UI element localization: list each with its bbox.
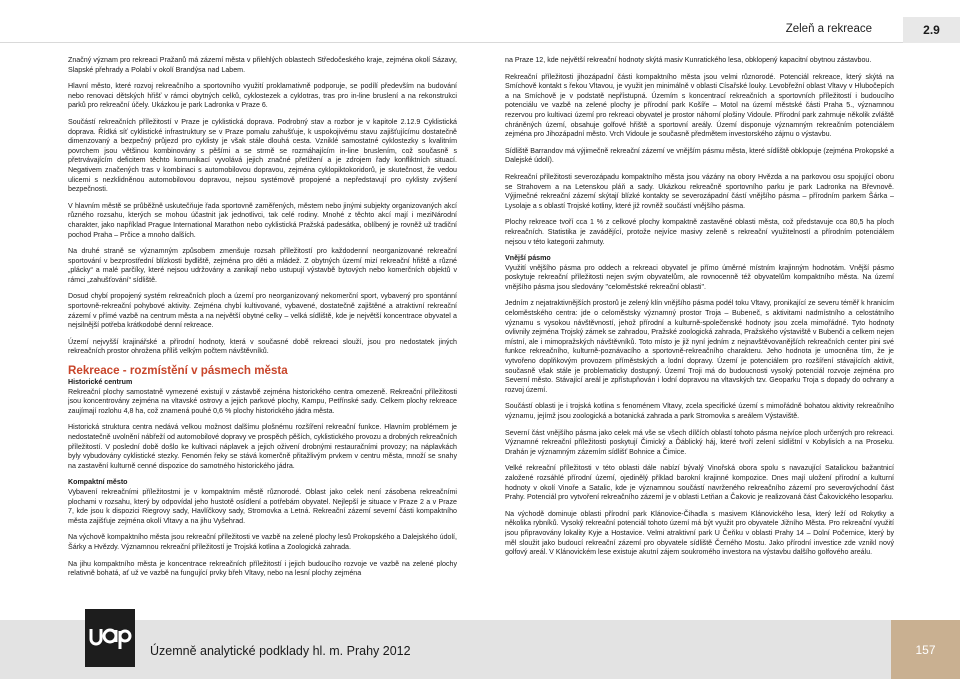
paragraph: Sídliště Barrandov má výjimečně rekreační zázemí ve vnějším pásmu města, které sídliště obklopuje (zejména Prokopské a Dalejské údolí). (505, 146, 894, 165)
paragraph: Značný význam pro rekreaci Pražanů má zázemí města v přilehlých oblastech Středočeského kraje, zejména okolí Sázavy, Slapské přehrady a Polabí v okolí Brandýsa nad Labem. (68, 56, 457, 74)
subheading: Historické centrum (68, 378, 133, 387)
subheading: Vnější pásmo (505, 254, 551, 263)
left-text-column (68, 56, 457, 624)
paragraph: Rekreační příležitosti jihozápadní části kompaktního města jsou velmi různorodé. Potenciál rekreace, který skýtá na Smíchově kontakt s řekou Vltavou, je využit jen minimálně v oblasti Císařské louky. Levobřežní oblast Vltavy v Hlubočepích a na Smíchově je v podstatě nepřístupná. Územím s koncentrací rekreačních a sportovních příležitostí i budoucího potenciálu ve vazbě na zelené plochy je přírodní park Košíře – Motol na území městské části Praha 5., významnou rezervou pro kultivaci území pro rekreaci obyvatel je prostor náhorní plošiny Vidoule. Přírodní park zahrnuje několik zvláště chráněných území, obsahuje golfové hřiště a sportovní areály. Území disponuje významným rekreačním potenciálem zejména pro Jihozápadní město. Vrch Vidoule je současně předmětem investorského zájmu o výstavbu. (505, 72, 894, 139)
page-number: 157 (891, 620, 960, 679)
paragraph: Území nejvyšší krajinářské a přírodní hodnoty, která v současné době rekreaci slouží, jsou pro nedostatek jiných rekreačních prostor ohrožena příliš velkým počtem návštěvníků. (68, 337, 457, 356)
paragraph: Na východě dominuje oblasti přírodní park Klánovice-Čihadla s masivem Klánovického lesa, který leží od Rokytky a několika rybníků. Vysoký rekreační potenciál tohoto území má být využit pro obyvatele Jižního Města. Pro rekreační využití jsou připravovány lokality Kyje a Hostavice. Velmi atraktivní park U Čeňku v oblasti Prahy 14 – Dolní Počernice, který by měl sloužit jako budoucí rekreační zázemí pro obyvatele sídliště Černého Mostu. Jako přírodní investice zde vznikl nový golfový areál. V Klánovickém lese existuje akutní zájem soukromého investora na výstavbu dalšího golfového areálu. (505, 509, 894, 557)
paragraph: Severní část vnějšího pásma jako celek má vše se všech dílčích oblastí tohoto pásma nejvíce ploch určených pro rekreaci. Významné rekreační příležitosti poskytují Čimický a Ďáblický háj, které tvoří zelení sídlištní v Kobylisích a na Proseku. Drahán je významným zázemím sídlišť Bohnice a Čimice. (505, 428, 894, 456)
paragraph: V hlavním městě se průběžně uskutečňuje řada sportovně zaměřených, městem nebo jinými subjekty organizovaných akcí různého rozsahu, kterých se mohou účastnit jak jednotlivci, tak celé rodiny. Mnohé z těchto akcí mají i meziNárodní charakter, jako například Prague International Marathon nebo cyklistická Pražská padesátka, oblíbený je rovněž už tradiční pochod Praha – Prčice a mnoho dalších. (68, 201, 457, 239)
paragraph: Součástí rekreačních příležitostí v Praze je cyklistická doprava. Podrobný stav a rozbor je v kapitole 2.12.9 Cyklistická doprava. Řídká síť cyklistické infrastruktury se v Praze pomalu zahušťuje, k uspokojivému stavu zajišťujícímu dostatečně dimenzovaný a bezpečný průjezd pro cyklisty je však stále dlouhá cesta. Vzniklé samostatné cyklostezky s kvalitním povrchem jsou většinou kombinovány s pěšími a se strmě se rozmáhajícím in-line bruslením, což současně s přetrvávajícím deficitem těchto komunikací vyvolává jejich značné přetížení a je zdrojem řady konfliktních situací. Negativem značených tras v kombinaci s automobilovou dopravou, zejména cyklopiktokoridorů, je skutečnost, že vedou ulicemi s nezklidněnou automobilovou dopravou, nejsou systémově propojené a nepředstavují pro cyklisty zvýšení bezpečnosti. (68, 117, 457, 194)
header-divider (0, 42, 903, 43)
publication-title: Územně analytické podklady hl. m. Prahy 2012 (150, 644, 411, 658)
uap-logo-icon (88, 623, 132, 653)
paragraph: na Praze 12, kde největší rekreační hodnoty skýtá masiv Kunratického lesa, obklopený kapacitní obytnou zástavbou. (505, 56, 872, 64)
subheading: Kompaktní město (68, 478, 128, 487)
paragraph: Vybavení rekreačními příležitostmi je v kompaktním městě různorodé. Oblast jako celek není zásobena rekreačními plochami v rozsahu, který by odpovídal jeho hustotě osídlení a potřebám obyvatel. Nejlepší je situace v Praze 2 a v Praze 7, kde jsou k dispozici Riegrovy sady, Havlíčkovy sady, Stromovka a Letná. Rekreační zázemí severní části kompaktního města zajišťuje zejména okolí Vltavy a na jihu Vyšehrad. (68, 487, 457, 525)
paragraph: Hlavní město, které rozvoj rekreačního a sportovního využití proklamativně podporuje, se podílí především na budování nebo renovaci dětských hřišť v rámci obytných celků, cyklostezek a cyklotras, tras pro in-line bruslení a na rekonstrukci parků pro rekreační účely. Ukázkou je park Ladronka v Praze 6. (68, 82, 457, 110)
paragraph: Velké rekreační příležitosti v této oblasti dále nabízí bývalý Vinořská obora spolu s navazující Satalickou bažantnicí založené rozsáhlé přírodní území, ojedinělý příklad barokní krajinné kompozice. Dnes mají uložení přírodní a kulturní hodnoty v okolí Vinoře a Satalic, kde je významnou součástí navrženého rekreačního zázemí pro severovýchodní část Prahy. Potenciál pro vytvoření rekreačního zázemí je v oblasti Letňan a Čakovic je realizovaná část Čakovického lesoparku. (505, 464, 894, 502)
paragraph: Na výchově kompaktního města jsou rekreační příležitosti ve vazbě na zelené plochy lesů Prokopského a Dalejského údolí, Šárky a Hvězdy. Významnou rekreační příležitostí je Trojská kotlina a Zoologická zahrada. (68, 533, 457, 551)
paragraph: Jedním z nejatraktivnějších prostorů je zelený klín vnějšího pásma podél toku Vltavy, pronikající ze severu téměř k hranicím celoměstského centra: jde o celoměstsky významný prostor Troja – Bubeneč, s aktivitami nadmístního a celostátního významu s vysokou návštěvností, jehož přírodní a kulturně-společenské hodnoty jsou zcela mimořádné. Tyto hodnoty ovlivnily zejména Trojský zámek se zahradou, Pražské zoologická zahrada, Pražského výstaviště v Bubenči a celkem nejen místní, ale i mimopražských návštěvníků. Toto místo je již nyní jedním z nejnavštěvovanějších rekreačních center pini své funkce rekreačního, kulturně-poznávacího a sportovně-rekreačního charakteru. Jeho hodnota je umocněna tím, že je vytvořeno doplňkovým provozem příměstských a lodní dopravy. Území je potenciálem pro rozšíření stávajících aktivit, současně však stále je problematicky dostupný. Území Troji má do budoucnosti vysoký potenciál rozvoje zejména pro Severní město. Stávající areál je zpřístupňován i lodní dopravou na vltavských tzv. Geoparku Troja s dopady do ochrany a rozvoj území. (505, 299, 894, 394)
paragraph: Součástí oblasti je i trojská kotlina s fenoménem Vltavy, zcela specifické území s mimořádně bohatou aktivity rekreačního významu, jejímž jsou zoologická a botanická zahrada a park Stromovka s areálem Výstaviště. (505, 402, 894, 420)
paragraph: Rekreační příležitosti severozápadu kompaktního města jsou vázány na obory Hvězda a na parkovou osu spojující oboru se Strahovem a na Letenskou pláň a sady. Ukázkou rekreačně sportovního parku je park Ladronka na Břevnově. Výjimečné rekreační zázemí skýtají blízké kontakty se severozápadní částí vnějšího pásma – přírodním parkem Šárka – Lysolaje a s oblastí Trojské kotliny, které již rovněž součástí vnějšího pásma. (505, 172, 894, 210)
paragraph: Na druhé straně se významným způsobem zmenšuje rozsah příležitostí pro každodenní neorganizované rekreační sportování v bezprostřední blízkosti bydliště, zejména pro děti a mládež. Z obytných území mizí rekreační hřiště a různé „plácky“ a malé parčíky, které nejsou udržovány a zanikají nebo ustupují výstavbě bytových nebo komerčních objektů v rámci „zahušťování“ sídliště. (68, 247, 457, 284)
paragraph: Plochy rekreace tvoří cca 1 % z celkové plochy kompaktně zastavěné oblasti města, což představuje cca 80,5 ha ploch rekreačních. Statistika je zavádějící, protože nejvíce masivy zeleně s rekreační využitelností a přírodním potenciálem nejsou v této kategorii zahrnuty. (505, 218, 894, 246)
paragraph: Na jihu kompaktního města je koncentrace rekreačních příležitostí i jejich budoucího rozvoje ve vazbě na zelené plochy relativně bohatá, ať už ve vazbě na fungující prvky břeh Vltavy, nebo na lesní plochy zejména (68, 559, 457, 578)
paragraph: Využití vnějšího pásma pro oddech a rekreaci obyvatel je přímo úměrné místním krajinným hodnotám. Vnější pásmo poskytuje rekreační příležitosti nejen svým obyvatelům, ale rovnocenně též obyvatelům kompaktního města. Na území vnějšího pásma jsou sledovány "celoměstské rekreační oblasti". (505, 263, 894, 291)
paragraph: Rekreační plochy samostatně vymezené existují v zástavbě zejména historického centra omezeně. Rekreační příležitosti jsou koncentrovány zejména na vltavské ostrovy a jejich parkové plochy, Kampu, Petřínské sady. Celkem plochy rekreace zaujímají rozlohu 4,8 ha, což znamená pouhé 0,6 % plochy historického jádra města. (68, 387, 457, 415)
chapter-number-badge: 2.9 (903, 17, 960, 43)
uap-logo (85, 609, 135, 667)
paragraph: Historická struktura centra nedává velkou možnost dalšímu plošnému rozšíření rekreační funkce. Hlavním problémem je nedostatečně uvolnění nábřeží od automobilové dopravy ve prospěch pěších, cyklistického provozu a drobných rekreačních příležitostí. V poslední době došlo ke kultivaci náplavek a jejich oživení drobnými restauračními provozy; na náplavkách byly vybudovány cyklistické stezky. Fenomén řeky se stává komerčně přitažlivým prvkem v centru města, množí se snahy na zastavění kulturně cenné dispozice do samotného historického jádra. (68, 423, 457, 470)
section-title: Zeleň a rekreace (785, 23, 872, 35)
footer-bar (0, 620, 960, 679)
paragraph: Dosud chybí propojený systém rekreačních ploch a území pro neorganizovaný nekomerční sport, vybavený pro spontánní sportovně-rekreační pohybové aktivity. Zejména chybí kultivované, vybavené, dostatečně zajištěné a atraktivní rekreační zázemí v přímé vazbě na centrum města a na největší obytné celky – velká sídliště, kde je největší koncentrace obyvatel a nejsilnější potřeba krátkodobé denní rekreace. (68, 292, 457, 330)
section-heading: Rekreace - rozmístění v pásmech města (68, 364, 288, 378)
right-text-column (505, 56, 894, 584)
